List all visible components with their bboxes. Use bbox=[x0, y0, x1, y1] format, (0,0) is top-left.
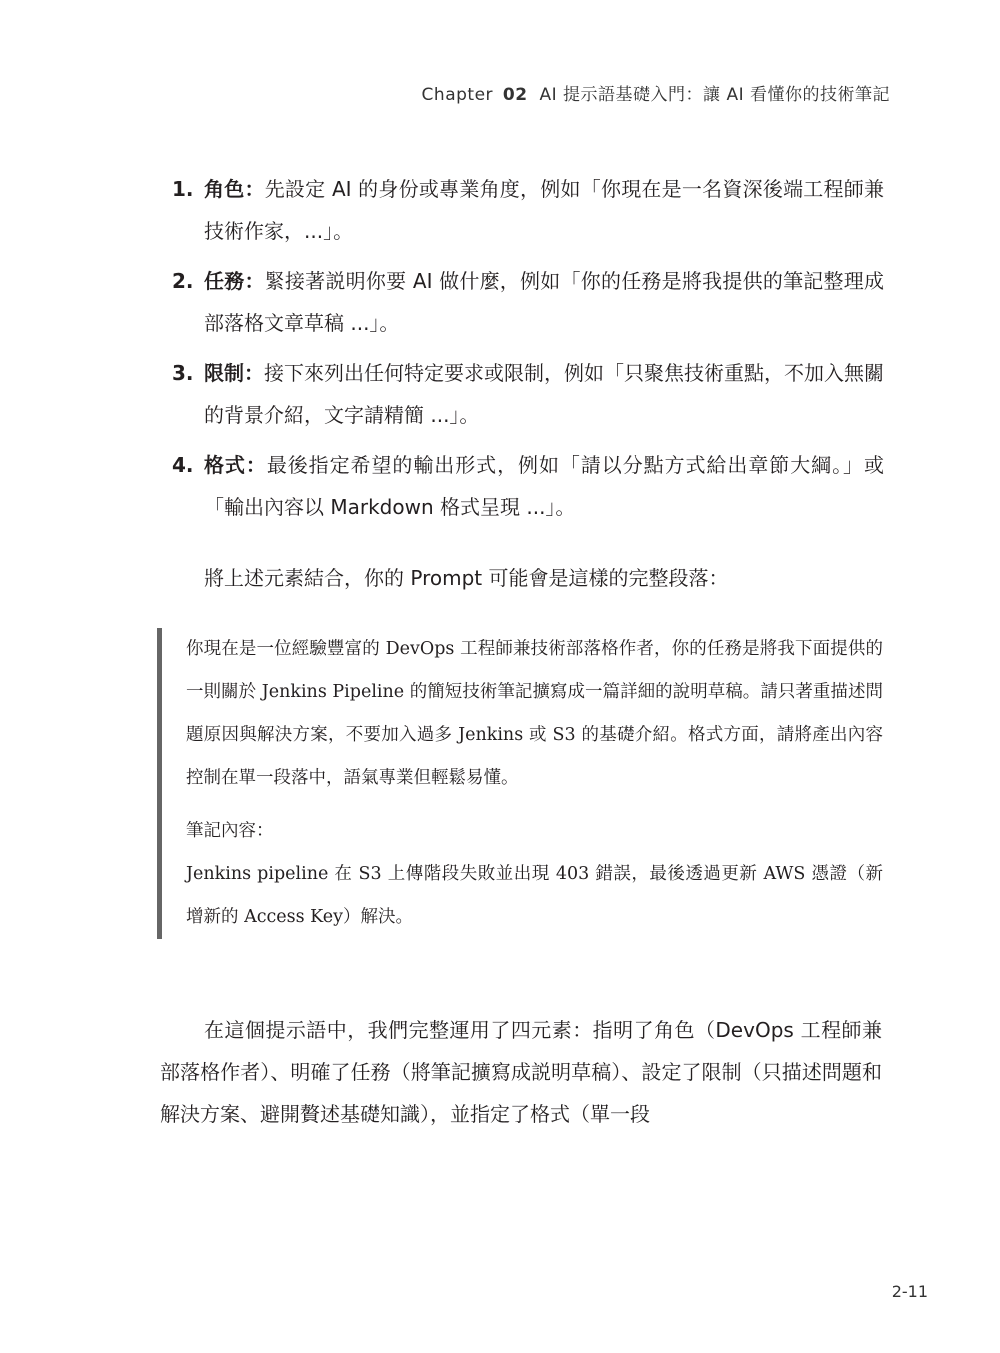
prompt-paragraph: 你現在是一位經驗豐富的 DevOps 工程師兼技術部落格作者，你的任務是將我下面提供的一則關於 Jenkins Pipeline 的簡短技術筆記擴寫成一篇詳細的說明草稿。請只著重描述問題原因與解決方案，不要加入過多 Jenkins 或 S3 的基礎介紹。格式方面，請將產出內容控制在單一段落中，語氣專業但輕鬆易懂。 bbox=[186, 639, 883, 788]
prompt-example-block bbox=[157, 628, 883, 939]
notes-text: Jenkins pipeline 在 S3 上傳階段失敗並出現 403 錯誤，最後透過更新 AWS 憑證（新增新的 Access Key）解決。 bbox=[186, 864, 883, 927]
intro-sentence: 將上述元素結合，你的 Prompt 可能會是這樣的完整段落： bbox=[204, 566, 729, 590]
list-item-number: 2. bbox=[172, 269, 194, 293]
list-item-term: 格式： bbox=[204, 453, 267, 477]
list-item-number: 3. bbox=[172, 361, 194, 385]
list-item bbox=[172, 168, 884, 252]
list-item bbox=[172, 444, 884, 528]
list-item-text: 先設定 AI 的身份或專業角度，例如「你現在是一名資深後端工程師兼技術作家，...」。 bbox=[204, 177, 885, 243]
list-item-number: 4. bbox=[172, 453, 194, 477]
notes-label: 筆記內容： bbox=[186, 821, 274, 841]
list-item bbox=[172, 352, 884, 436]
list-item-term: 任務： bbox=[204, 269, 265, 293]
conclusion-paragraph: 在這個提示語中，我們完整運用了四元素：指明了角色（DevOps 工程師兼部落格作者）、明確了任務（將筆記擴寫成説明草稿）、設定了限制（只描述問題和解決方案、避開贅述基礎知識），並指定了格式（單一段 bbox=[160, 1018, 882, 1126]
list-item-term: 角色： bbox=[204, 177, 265, 201]
list-item-text: 緊接著説明你要 AI 做什麼，例如「你的任務是將我提供的筆記整理成部落格文章草稿 ...」。 bbox=[204, 269, 885, 335]
chapter-label: Chapter bbox=[421, 85, 494, 105]
list-item-term: 限制： bbox=[204, 361, 264, 385]
list-item-text: 接下來列出任何特定要求或限制，例如「只聚焦技術重點，不加入無關的背景介紹，文字請精簡 ...」。 bbox=[204, 361, 884, 427]
four-elements-list bbox=[172, 168, 884, 536]
list-item-text: 最後指定希望的輸出形式，例如「請以分點方式給出章節大綱。」或「輸出內容以 Markdown 格式呈現 ...」。 bbox=[204, 453, 884, 519]
chapter-number: 02 bbox=[502, 85, 528, 105]
page-number: 2-11 bbox=[891, 1282, 928, 1301]
running-header bbox=[422, 80, 890, 105]
list-item-number: 1. bbox=[172, 177, 194, 201]
list-item bbox=[172, 260, 884, 344]
chapter-title: AI 提示語基礎入門：讓 AI 看懂你的技術筆記 bbox=[539, 85, 890, 105]
